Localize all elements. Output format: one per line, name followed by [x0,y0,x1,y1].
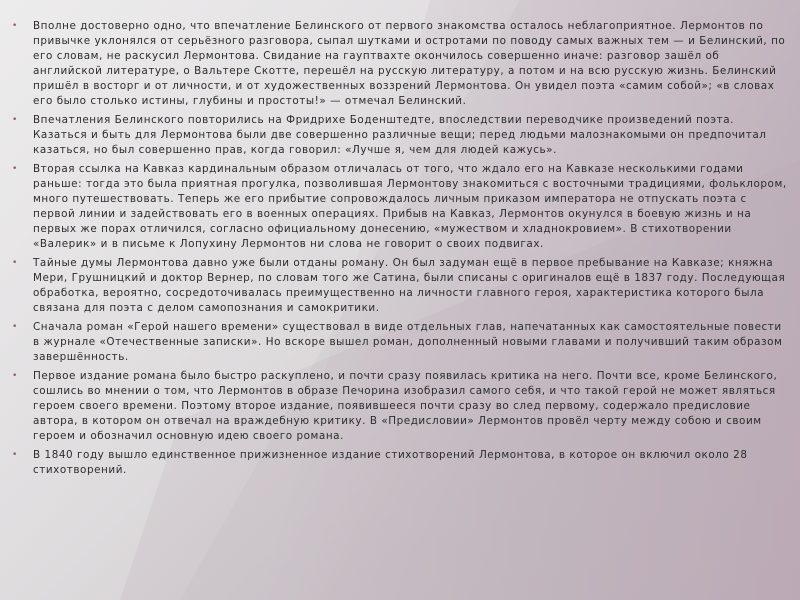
paragraph-text: Сначала роман «Герой нашего времени» существовал в виде отдельных глав, напечатанных как самостоятельные повести в журнале «Отечественные записки». Но вскоре вышел роман, дополненный новыми главами и получивший таким образом завершённость. [33,321,783,363]
list-item [12,256,788,316]
list-item [12,320,788,365]
list-item [12,448,788,478]
bullet-icon: • [12,322,18,332]
list-item [12,19,788,109]
list-item [12,369,788,444]
slide-content [12,19,788,594]
paragraph-text: В 1840 году вышло единственное прижизненное издание стихотворений Лермонтова, в которое он включил около 28 стихотворений. [33,449,748,476]
paragraph-text: Вполне достоверно одно, что впечатление Белинского от первого знакомства осталось неблагоприятное. Лермонтов по привычке уклонялся от серьёзного разговора, сыпал шутками и остротами по поводу самых важных тем — и Белинский, по его словам, не раскусил Лермонтова. Свидание на гауптвахте окончилось совершенно иначе: разговор зашёл об английской литературе, о Вальтере Скотте, перешёл на русскую литературу, а потом и на всю русскую жизнь. Белинский пришёл в восторг и от личности, и от художественных воззрений Лермонтова. Он увидел поэта «самим собой»; «в словах его было столько истины, глубины и простоты!» — отмечал Белинский. [33,20,786,107]
bullet-icon: • [12,115,18,125]
bullet-icon: • [12,371,18,381]
paragraph-text: Первое издание романа было быстро раскуплено, и почти сразу появилась критика на него. Почти все, кроме Белинского, сошлись во мнении о том, что Лермонтов в образе Печорина изобразил самого себя, и что такой герой не может являться героем своего времени. Поэтому второе издание, появившееся почти сразу во след первому, содержало предисловие автора, в котором он отвечал на враждебную критику. В «Предисловии» Лермонтов провёл черту между собою и своим героем и обозначил основную идею своего романа. [33,370,778,442]
paragraph-text: Вторая ссылка на Кавказ кардинальным образом отличалась от того, что ждало его на Кавказе несколькими годами раньше: тогда это была приятная прогулка, позволившая Лермонтову знакомиться с восточными традициями, фольклором, много путешествовать. Теперь же его прибытие сопровождалось личным приказом императора не отпускать поэта с первой линии и задействовать его в военных операциях. Прибыв на Кавказ, Лермонтов окунулся в боевую жизнь и на первых же порах отличился, согласно официальному донесению, «мужеством и хладнокровием». В стихотворении «Валерик» и в письме к Лопухину Лермонтов ни слова не говорит о своих подвигах. [33,163,787,250]
bullet-icon: • [12,21,18,31]
paragraph-text: Впечатления Белинского повторились на Фридрихе Боденштедте, впоследствии переводчике произведений поэта. Казаться и быть для Лермонтова были две совершенно различные вещи; перед людьми малознакомыми он предпочитал казаться, но был совершенно прав, когда говорил: «Лучше я, чем для людей кажусь». [33,114,767,156]
paragraph-text: Тайные думы Лермонтова давно уже были отданы роману. Он был задуман ещё в первое пребывание на Кавказе; княжна Мери, Грушницкий и доктор Вернер, по словам того же Сатина, были списаны с оригиналов ещё в 1837 году. Последующая обработка, вероятно, сосредоточивалась преимущественно на личности главного героя, характеристика которого была связана для поэта с делом самопознания и самокритики. [33,257,786,314]
bullet-icon: • [12,164,18,174]
list-item [12,113,788,158]
bullet-icon: • [12,450,18,460]
bullet-icon: • [12,258,18,268]
bullet-list [12,19,788,478]
list-item [12,162,788,252]
